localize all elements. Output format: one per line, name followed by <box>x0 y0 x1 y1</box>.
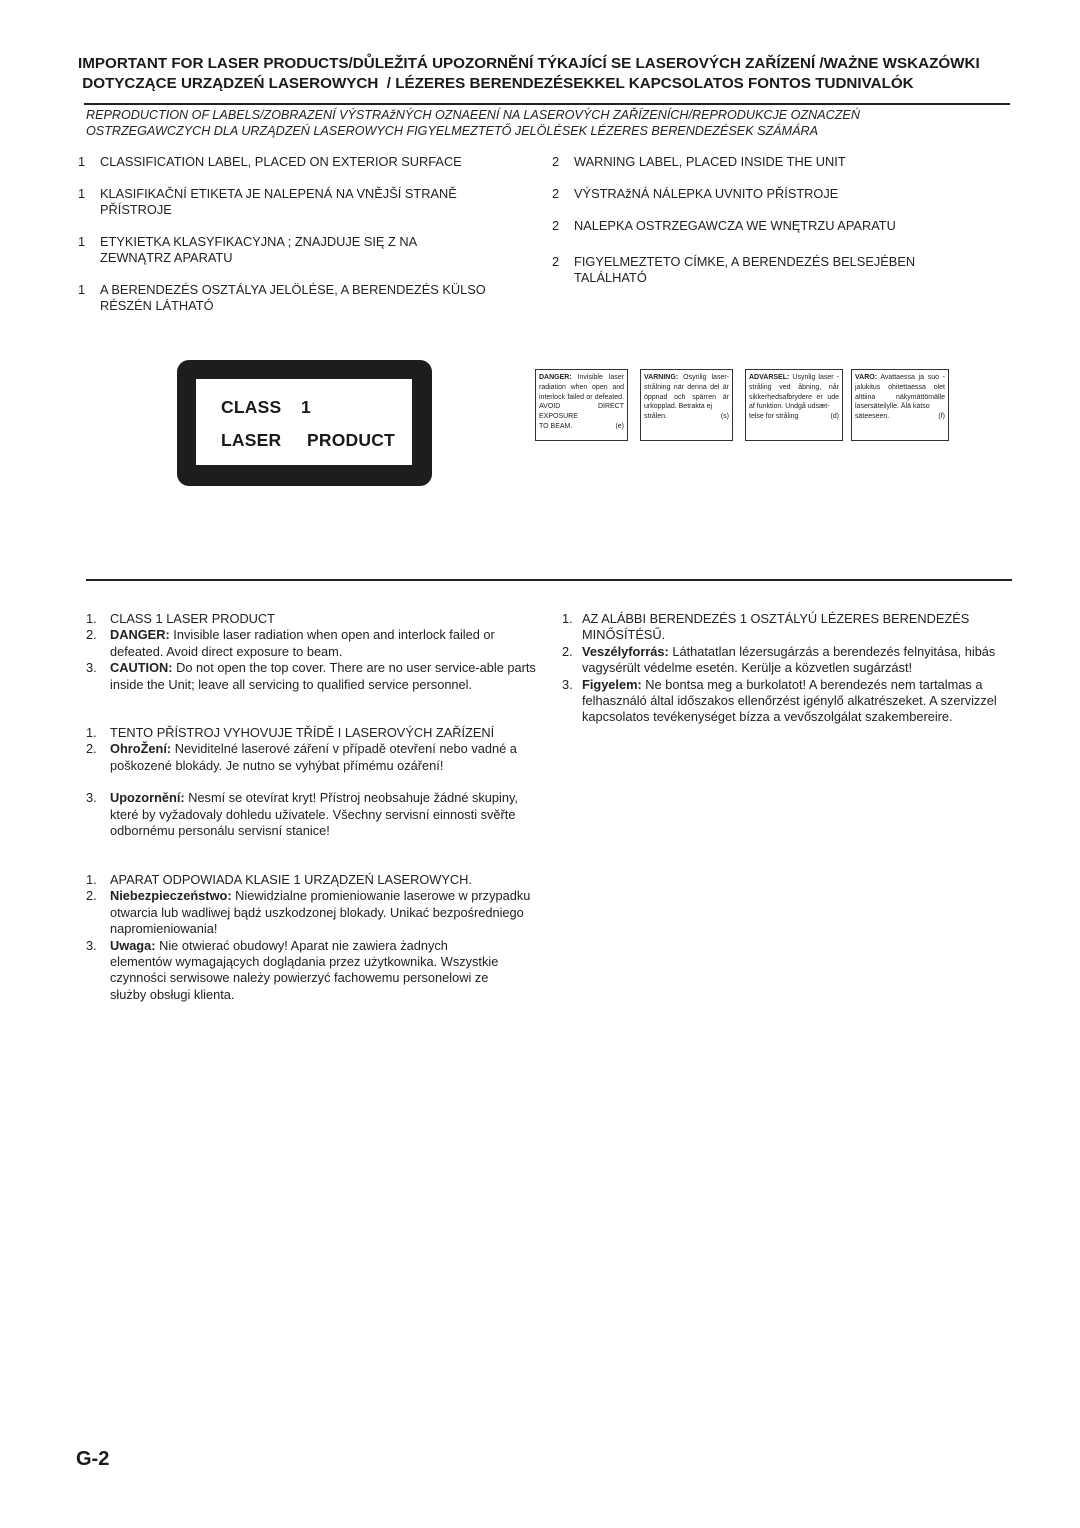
title-line-1: IMPORTANT FOR LASER PRODUCTS/DŮLEŽITÁ UPOZORNĚNÍ TÝKAJÍCÍ SE LASEROVÝCH ZAŘÍZENÍ /WAŻNE WSKAZÓWKI <box>78 55 980 72</box>
page-number: G-2 <box>76 1448 110 1470</box>
item-text: Láthatatlan lézersugárzás a berendezés felnyitása, hibás vagysérült védelme esetén. Kerülje a közvetlen sugárzást! <box>582 643 996 676</box>
warning-key: VARNING: <box>644 374 679 381</box>
item-text: Ne bontsa meg a burkolatot! A berendezés nem tartalmas a felhasználó által időszakos ellenőrzést igénylő alkatrészeket. A szervizzel kapcsolatos tevékenységet bízza a vevőszolgálat szakembereire. <box>582 676 997 725</box>
item-number: 2. <box>86 627 97 643</box>
list-item <box>86 660 536 693</box>
english-section <box>86 611 536 693</box>
class-number: 1 <box>301 397 311 417</box>
item-number: 1. <box>86 611 97 626</box>
warning-label-varo <box>851 369 949 441</box>
list-item <box>86 725 546 741</box>
warning-last-line: telse for stråling <box>749 413 799 421</box>
item-bold: Veszélyforrás: <box>582 643 669 659</box>
item-text: Invisible laser radiation when open and interlock failed or defeated. Avoid direct exposure to beam. <box>110 627 495 659</box>
item-bold: Uwaga: <box>110 937 156 953</box>
page-title <box>78 54 1058 94</box>
item-text: Nie otwierać obudowy! Aparat nie zawiera żadnych elementów wymagających doglądania przez użytkownika. Wszystkie czynności serwisowe należy powierzyć fachowemu personelowi ze służby obsługi klienta. <box>110 937 499 1002</box>
top-divider <box>84 103 1010 105</box>
warning-label-varning <box>640 369 733 441</box>
list-item <box>86 888 546 937</box>
list-item <box>78 282 518 314</box>
list-item <box>78 186 518 218</box>
warning-code: (s) <box>720 413 729 421</box>
list-item <box>562 611 1024 644</box>
item-number: 1. <box>86 872 97 887</box>
item-number: 3. <box>86 790 97 806</box>
warning-text: Osynlig laser-strålning när denna del är öppnad och spärren är urkopplad. Betrakta ej <box>644 374 729 411</box>
item-number: 1 <box>78 234 86 249</box>
warning-code: (e) <box>615 422 624 430</box>
list-item <box>562 644 1024 677</box>
list-item <box>86 790 546 839</box>
item-number: 2. <box>86 741 97 757</box>
repro-line-1: REPRODUCTION OF LABELS/ZOBRAZENÍ VÝSTRAžNÝCH OZNAEENÍ NA LASEROVÝCH ZAŘÍZENÍCH/REPRODUKCJE OZNACZEŃ <box>86 108 860 122</box>
polish-section <box>86 872 546 1003</box>
class-word: CLASS <box>221 397 282 417</box>
list-item <box>562 677 1024 726</box>
list-item <box>552 154 992 170</box>
item-text: FIGYELMEZTETO CÍMKE, A BERENDEZÉS BELSEJÉBEN TALÁLHATÓ <box>574 254 916 285</box>
item-text: NALEPKA OSTRZEGAWCZA WE WNĘTRZU APARATU <box>574 218 896 233</box>
warning-code: (f) <box>938 413 945 421</box>
list-item <box>86 872 546 888</box>
item-number: 3. <box>562 676 573 692</box>
item-text: AZ ALÁBBI BERENDEZÉS 1 OSZTÁLYÚ LÉZERES BERENDEZÉS MINŐSÍTÉSŰ. <box>582 611 970 643</box>
repro-line-2: OSTRZEGAWCZYCH DLA URZĄDZEŃ LASEROWYCH FIGYELMEZTETŐ JELÖLÉSEK LÉZERES BERENDEZÉSEK SZÁMÁRA <box>86 124 818 138</box>
warning-key: VARO: <box>855 374 878 381</box>
item-text: CLASSIFICATION LABEL, PLACED ON EXTERIOR SURFACE <box>100 154 462 169</box>
item-text: ETYKIETKA KLASYFIKACYJNA ; ZNAJDUJE SIĘ Z NA ZEWNĄTRZ APARATU <box>100 234 417 265</box>
item-number: 2 <box>552 154 560 169</box>
item-number: 2 <box>552 254 560 269</box>
list-item <box>86 938 546 1004</box>
item-number: 2. <box>562 643 573 659</box>
item-text: WARNING LABEL, PLACED INSIDE THE UNIT <box>574 154 846 169</box>
item-text: KLASIFIKAČNÍ ETIKETA JE NALEPENÁ NA VNĚJŠÍ STRANĚ PŘÍSTROJE <box>100 186 457 217</box>
class-1-label <box>177 360 432 486</box>
item-number: 1. <box>86 725 97 740</box>
warning-code: (d) <box>830 413 839 421</box>
item-number: 2 <box>552 218 560 233</box>
item-number: 1 <box>78 282 86 297</box>
item-text: Nesmí se otevírat kryt! Přístroj neobsahuje žádné skupiny, které by vyžadovaly dohledu uživatele. Všechny servisní einnosti svěřte odbornému personálu servisní stanice! <box>110 790 518 839</box>
warning-label-danger <box>535 369 628 441</box>
warning-key: DANGER: <box>539 374 572 381</box>
list-item <box>552 254 992 286</box>
warning-last-line: strålen. <box>644 413 667 421</box>
item-text: Neviditelné laserové záření v případě otevření nebo vadné a poškozené blokády. Je nutno se vyhýbat přímému ozáření! <box>110 741 517 773</box>
item-bold: Upozornění: <box>110 790 185 806</box>
item-bold: OhroŽení: <box>110 741 172 757</box>
warning-text: Avattaessa ja suo -jalukitus ohitettaessa olet alttiina näkymättömälle lasersäteilylle. Älä katso <box>855 374 946 411</box>
item-text: Do not open the top cover. There are no user service-able parts inside the Unit; leave all servicing to qualified service personnel. <box>110 660 536 692</box>
laser-word: LASER <box>221 430 282 450</box>
item-number: 3. <box>86 937 97 953</box>
item-text: A BERENDEZÉS OSZTÁLYA JELÖLÉSE, A BERENDEZÉS KÜLSO RÉSZÉN LÁTHATÓ <box>100 282 486 313</box>
item-number: 1 <box>78 186 86 201</box>
product-word: PRODUCT <box>307 430 395 450</box>
item-text: TENTO PŘÍSTROJ VYHOVUJE TŘÍDĚ I LASEROVÝCH ZAŘÍZENÍ <box>110 725 495 740</box>
warning-key: ADVARSEL: <box>749 374 790 381</box>
hungarian-section <box>562 611 1024 726</box>
item-bold: DANGER: <box>110 627 170 643</box>
warning-text: Usynlig laser -stråling ved åbning, når sikkerhedsafbrydere er ude af funktion. Undgå udsæt- <box>749 374 839 411</box>
list-item <box>552 186 992 202</box>
list-item <box>86 741 546 774</box>
item-text: Niewidzialne promieniowanie laserowe w przypadku otwarcia lub wadliwej bądź uszkodzonej blokady. Unikać bezpośredniego napromieniowania! <box>110 888 531 937</box>
labels-right-list <box>552 154 992 302</box>
list-item <box>86 611 536 627</box>
item-text: VÝSTRAžNÁ NÁLEPKA UVNITO PŘÍSTROJE <box>574 186 839 201</box>
reproduction-subtitle <box>86 107 1016 139</box>
item-number: 1. <box>562 611 573 626</box>
warning-text: Invisible laser radiation when open and interlock failed or defeated. AVOID DIRECT EXPOSURE <box>539 374 624 421</box>
item-number: 2. <box>86 888 97 904</box>
middle-divider <box>86 579 1012 581</box>
item-bold: Figyelem: <box>582 676 642 692</box>
list-item <box>86 627 536 660</box>
labels-left-list <box>78 154 518 330</box>
class-label-inner <box>196 379 412 465</box>
list-item <box>552 218 992 234</box>
item-bold: CAUTION: <box>110 660 173 676</box>
warning-label-advarsel <box>745 369 843 441</box>
warning-last-line: TO BEAM. <box>539 422 573 430</box>
item-bold: Niebezpieczeństwo: <box>110 888 232 904</box>
title-line-2: DOTYCZĄCE URZĄDZEŃ LASEROWYCH / LÉZERES BERENDEZÉSEKKEL KAPCSOLATOS FONTOS TUDNIVALÓK <box>78 75 914 92</box>
item-number: 3. <box>86 660 97 676</box>
list-item <box>78 154 518 170</box>
list-item <box>78 234 518 266</box>
item-number: 2 <box>552 186 560 201</box>
item-text: CLASS 1 LASER PRODUCT <box>110 611 275 626</box>
item-number: 1 <box>78 154 86 169</box>
warning-last-line: säteeseen. <box>855 413 890 421</box>
item-text: APARAT ODPOWIADA KLASIE 1 URZĄDZEŃ LASEROWYCH. <box>110 872 472 887</box>
czech-section <box>86 725 546 839</box>
